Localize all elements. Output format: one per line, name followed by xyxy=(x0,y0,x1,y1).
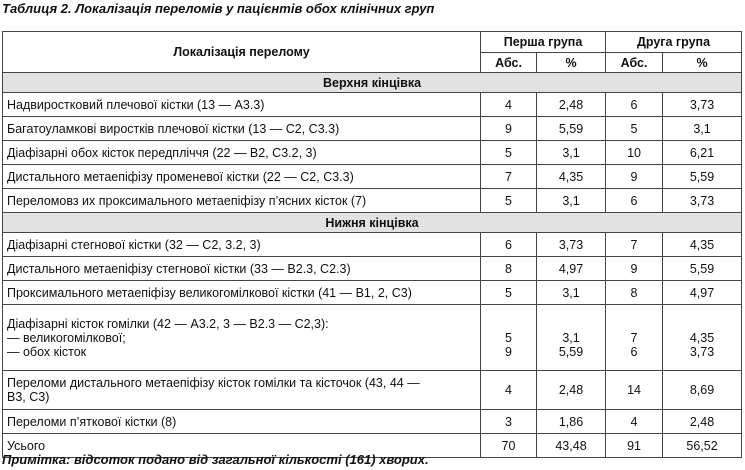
group2-header: Друга група xyxy=(606,32,742,53)
row-label: Діафізарні стегнової кістки (32 — С2, 3.2, 3) xyxy=(3,233,481,257)
section-title: Верхня кінцівка xyxy=(3,73,742,93)
row-label-line: — обох кісток xyxy=(7,344,87,359)
group2-abs-cell: 7 xyxy=(606,233,663,257)
table-row xyxy=(3,257,742,281)
row-label: Проксимального метаепіфізу великогомілкової кістки (41 — В1, 2, С3) xyxy=(3,281,481,305)
group2-percent-value: 4,35 xyxy=(689,330,715,345)
table-row xyxy=(3,410,742,434)
group1-abs-cell: 5 xyxy=(481,141,537,165)
group1-abs-cell: 9 xyxy=(481,117,537,141)
group2-abs-cell: 4 xyxy=(606,410,663,434)
table-row-shin-diaphyseal xyxy=(3,305,742,371)
group2-percent-cell: 3,73 xyxy=(663,93,742,117)
group2-percent-value: 3,73 xyxy=(689,344,715,359)
group2-percent-cell xyxy=(663,305,742,371)
table-row xyxy=(3,371,742,410)
group2-percent-cell: 4,35 xyxy=(663,233,742,257)
group1-abs-cell: 4 xyxy=(481,93,537,117)
group1-abs-cell: 3 xyxy=(481,410,537,434)
row-label-line: Діафізарні кісток гомілки (42 — А3.2, 3 — В2.3 — С2,3): xyxy=(7,316,329,331)
table-row xyxy=(3,189,742,213)
section-row-lower xyxy=(3,213,742,233)
group2-percent-cell: 8,69 xyxy=(663,371,742,410)
group2-percent-cell: 2,48 xyxy=(663,410,742,434)
group1-abs-header: Абс. xyxy=(481,53,537,73)
group1-abs-cell: 8 xyxy=(481,257,537,281)
section-title: Нижня кінцівка xyxy=(3,213,742,233)
fractures-table xyxy=(2,31,742,458)
group1-header: Перша група xyxy=(481,32,606,53)
group2-percent-cell: 4,97 xyxy=(663,281,742,305)
table-row xyxy=(3,233,742,257)
total-label: Усього xyxy=(3,434,481,458)
group2-abs-value: 6 xyxy=(630,344,638,359)
group1-abs-cell: 6 xyxy=(481,233,537,257)
group1-percent-cell: 5,59 xyxy=(537,117,606,141)
group1-percent-cell xyxy=(537,305,606,371)
group2-abs-cell: 9 xyxy=(606,257,663,281)
row-label: Надвиростковий плечової кістки (13 — А3.3) xyxy=(3,93,481,117)
group1-percent-cell: 3,1 xyxy=(537,189,606,213)
group2-abs-cell xyxy=(606,305,663,371)
group2-abs-cell: 9 xyxy=(606,165,663,189)
row-label: Переломовз их проксимального метаепіфізу п’ясних кісток (7) xyxy=(3,189,481,213)
group1-abs-cell: 70 xyxy=(481,434,537,458)
group2-abs-cell: 6 xyxy=(606,93,663,117)
table-row xyxy=(3,93,742,117)
group2-percent-cell: 56,52 xyxy=(663,434,742,458)
table-row xyxy=(3,165,742,189)
group1-abs-cell: 4 xyxy=(481,371,537,410)
row-label: Багатоуламкові виростків плечової кістки (13 — С2, С3.3) xyxy=(3,117,481,141)
table-caption: Таблиця 2. Локалізація переломів у пацієнтів обох клінічних груп xyxy=(2,1,435,16)
group1-percent-cell: 43,48 xyxy=(537,434,606,458)
group2-abs-value: 7 xyxy=(630,330,638,345)
group2-percent-cell: 6,21 xyxy=(663,141,742,165)
group1-abs-cell: 5 xyxy=(481,281,537,305)
row-label: Дистального метаепіфізу стегнової кістки (33 — В2.3, С2.3) xyxy=(3,257,481,281)
localization-header: Локалізація перелому xyxy=(3,32,481,73)
group1-percent-value: 5,59 xyxy=(558,344,584,359)
group2-percent-header: % xyxy=(663,53,742,73)
group1-abs-value: 9 xyxy=(505,344,512,359)
group1-abs-value: 5 xyxy=(505,330,512,345)
section-row-upper xyxy=(3,73,742,93)
group2-abs-cell: 10 xyxy=(606,141,663,165)
row-label: Дистального метаепіфізу променевої кістки (22 — С2, С3.3) xyxy=(3,165,481,189)
group1-percent-cell: 3,1 xyxy=(537,141,606,165)
group1-percent-cell: 2,48 xyxy=(537,371,606,410)
table-row xyxy=(3,117,742,141)
group1-percent-header: % xyxy=(537,53,606,73)
group1-percent-value: 3,1 xyxy=(562,330,580,345)
group2-percent-cell: 3,73 xyxy=(663,189,742,213)
row-label xyxy=(3,371,481,410)
table-row xyxy=(3,281,742,305)
group2-percent-cell: 5,59 xyxy=(663,165,742,189)
group1-percent-cell: 3,1 xyxy=(537,281,606,305)
group2-abs-cell: 8 xyxy=(606,281,663,305)
group1-abs-cell: 7 xyxy=(481,165,537,189)
group2-abs-header: Абс. xyxy=(606,53,663,73)
table-header xyxy=(3,32,742,73)
group1-percent-cell: 2,48 xyxy=(537,93,606,117)
group1-percent-cell: 4,97 xyxy=(537,257,606,281)
row-label: Діафізарні обох кісток передпліччя (22 — В2, С3.2, 3) xyxy=(3,141,481,165)
group2-abs-cell: 5 xyxy=(606,117,663,141)
row-label-line: В3, С3) xyxy=(7,390,50,404)
table-row xyxy=(3,141,742,165)
group2-abs-cell: 91 xyxy=(606,434,663,458)
row-label: Переломи п’яткової кістки (8) xyxy=(3,410,481,434)
row-label-line: Переломи дистального метаепіфізу кісток гомілки та кісточок (43, 44 — xyxy=(7,376,420,390)
group2-percent-cell: 3,1 xyxy=(663,117,742,141)
row-label-line: — великогомілкової; xyxy=(7,330,126,345)
group1-percent-cell: 4,35 xyxy=(537,165,606,189)
group2-abs-cell: 6 xyxy=(606,189,663,213)
group1-abs-cell xyxy=(481,305,537,371)
group2-abs-cell: 14 xyxy=(606,371,663,410)
group2-percent-cell: 5,59 xyxy=(663,257,742,281)
table-note: Примітка: відсоток подано від загальної кількості (161) хворих. xyxy=(2,452,429,467)
group1-percent-cell: 1,86 xyxy=(537,410,606,434)
group1-abs-cell: 5 xyxy=(481,189,537,213)
row-label xyxy=(3,305,481,371)
group1-percent-cell: 3,73 xyxy=(537,233,606,257)
